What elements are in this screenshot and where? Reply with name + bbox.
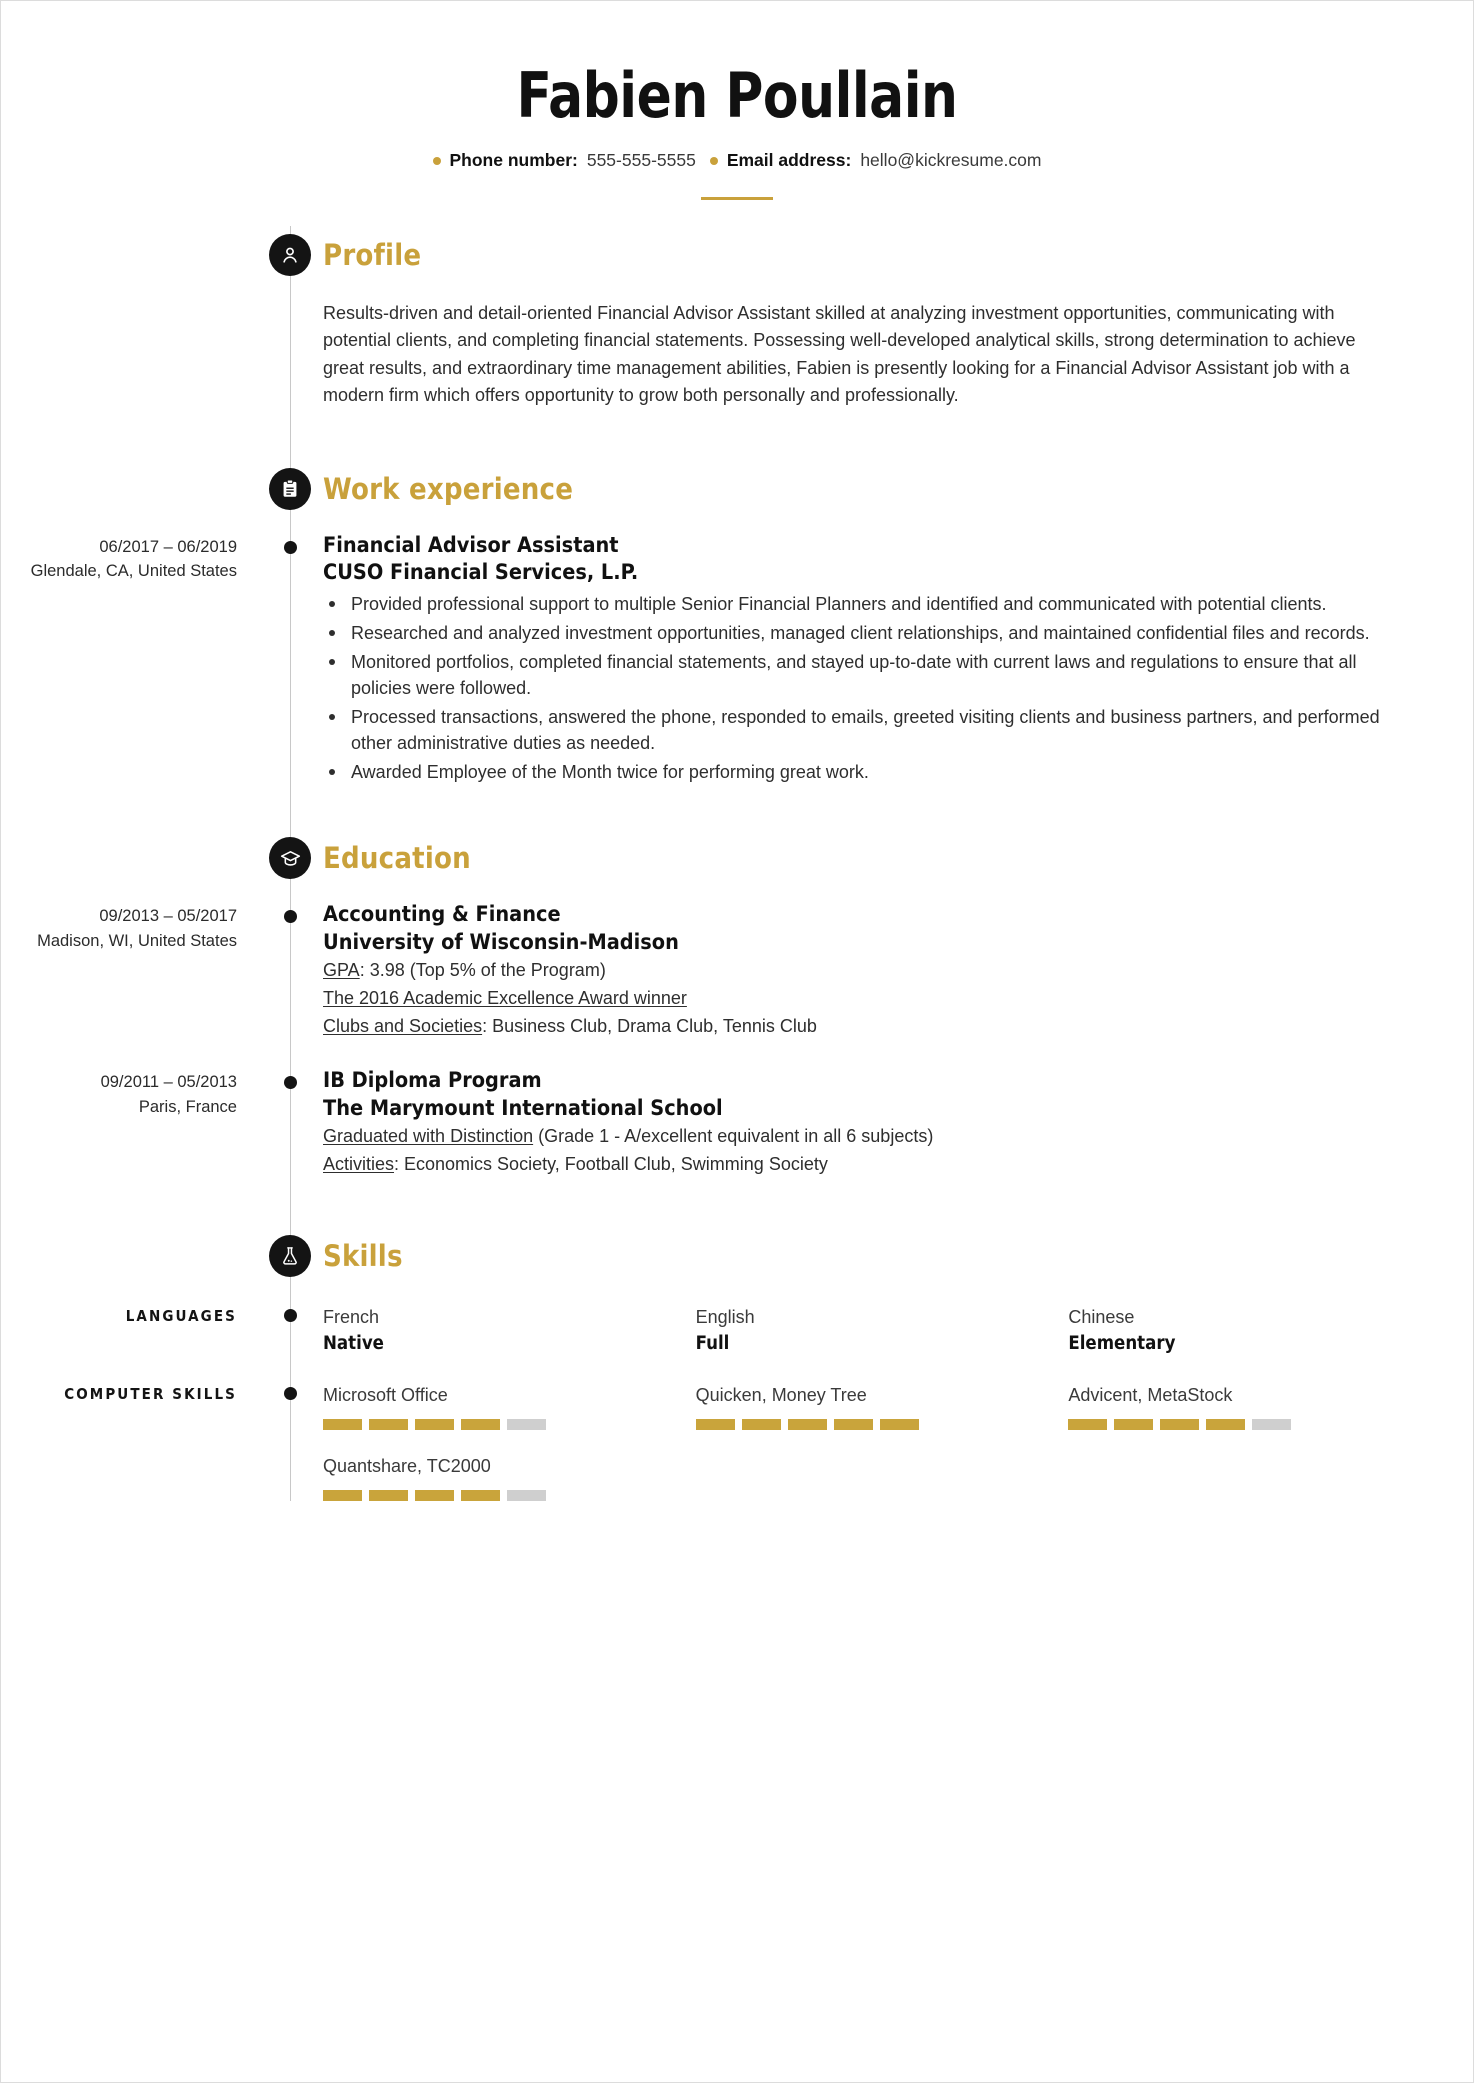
computer-skill-item <box>696 1383 1041 1430</box>
profile-section-header <box>1 226 1473 284</box>
languages-label: LANGUAGES <box>125 1307 237 1326</box>
list-item: Awarded Employee of the Month twice for performing great work. <box>323 759 1403 785</box>
computer-skills-label: COMPUTER SKILLS <box>64 1384 237 1403</box>
list-item: Provided professional support to multiple Senior Financial Planners and identified and communicated with potential clients. <box>323 591 1403 617</box>
skill-rating-bar <box>696 1419 1041 1430</box>
rating-segment-filled <box>461 1490 500 1501</box>
work-title: Work experience <box>323 471 574 506</box>
rating-segment-filled <box>1068 1419 1107 1430</box>
education-detail-value: : Economics Society, Football Club, Swimming Society <box>394 1153 828 1174</box>
language-level: Native <box>323 1332 384 1354</box>
section-profile <box>1 226 1473 409</box>
language-item <box>1068 1305 1413 1356</box>
language-item <box>323 1305 668 1356</box>
bullet-dot-icon <box>710 157 718 165</box>
rating-segment-filled <box>461 1419 500 1430</box>
contact-line <box>1 150 1473 171</box>
skill-rating-bar <box>323 1419 668 1430</box>
rating-segment-filled <box>696 1419 735 1430</box>
language-name: Chinese <box>1068 1307 1135 1328</box>
rating-segment-filled <box>880 1419 919 1430</box>
rating-segment-empty <box>507 1419 546 1430</box>
header-divider <box>701 197 773 200</box>
rating-segment-filled <box>323 1490 362 1501</box>
computer-skill-name: Quantshare, TC2000 <box>323 1455 491 1476</box>
education-entry-org: University of Wisconsin-Madison <box>323 929 679 955</box>
languages-grid <box>263 1305 1473 1356</box>
section-work-experience <box>1 460 1473 786</box>
education-entry-content <box>263 901 1473 1039</box>
flask-icon <box>269 1235 311 1277</box>
work-entry <box>1 532 1473 786</box>
bullet-dot-icon <box>433 157 441 165</box>
rating-segment-filled <box>834 1419 873 1430</box>
rating-segment-filled <box>323 1419 362 1430</box>
work-entry-org: CUSO Financial Services, L.P. <box>323 560 639 586</box>
rating-segment-filled <box>1206 1419 1245 1430</box>
education-detail-value: (Grade 1 - A/excellent equivalent in all 6 subjects) <box>533 1126 934 1147</box>
candidate-name: Fabien Poullain <box>516 59 958 132</box>
education-entry-meta <box>1 1067 263 1177</box>
education-detail-label: Graduated with Distinction <box>323 1126 534 1147</box>
list-item: Monitored portfolios, completed financial statements, and stayed up-to-date with current laws and regulations to ensure that all policies were followed. <box>323 649 1403 701</box>
computer-skill-item <box>323 1454 668 1501</box>
resume-body <box>1 226 1473 1501</box>
education-entry-place: Paris, France <box>138 1097 237 1116</box>
education-entry-title: Accounting & Finance <box>323 902 561 928</box>
education-entry-org: The Marymount International School <box>323 1095 723 1121</box>
section-education <box>1 829 1473 1177</box>
education-detail <box>323 1013 1403 1040</box>
education-detail <box>323 1123 1403 1150</box>
education-entry <box>1 901 1473 1039</box>
rating-segment-empty <box>507 1490 546 1501</box>
education-detail-label: GPA <box>323 960 360 981</box>
education-detail-label: Clubs and Societies <box>323 1015 483 1036</box>
education-detail-value: : 3.98 (Top 5% of the Program) <box>359 960 606 981</box>
skills-languages-block <box>1 1305 1473 1356</box>
work-entry-bullets <box>323 591 1403 786</box>
language-name: English <box>695 1307 755 1328</box>
education-section-header <box>1 829 1473 887</box>
rating-segment-filled <box>1160 1419 1199 1430</box>
graduation-cap-icon <box>269 837 311 879</box>
person-icon <box>269 234 311 276</box>
phone-label: Phone number: <box>449 150 578 171</box>
language-level: Elementary <box>1068 1332 1176 1354</box>
rating-segment-empty <box>1252 1419 1291 1430</box>
clipboard-icon <box>269 468 311 510</box>
resume-header <box>1 1 1473 200</box>
language-item <box>696 1305 1041 1356</box>
education-detail-label: Activities <box>323 1153 395 1174</box>
section-skills <box>1 1227 1473 1501</box>
timeline-marker <box>284 541 297 554</box>
rating-segment-filled <box>415 1490 454 1501</box>
work-section-header <box>1 460 1473 518</box>
computer-skill-item <box>1068 1383 1413 1430</box>
education-entry-meta <box>1 901 263 1039</box>
education-entry-date: 09/2013 – 05/2017 <box>99 907 237 926</box>
education-entry-date: 09/2011 – 05/2013 <box>100 1073 237 1092</box>
rating-segment-filled <box>415 1419 454 1430</box>
education-detail <box>323 1151 1403 1178</box>
email-label: Email address: <box>726 150 852 171</box>
education-entry-content <box>263 1067 1473 1177</box>
list-item: Researched and analyzed investment opportunities, managed client relationships, and maintained confidential files and records. <box>323 620 1403 646</box>
computer-skill-name: Advicent, MetaStock <box>1068 1384 1233 1405</box>
education-title: Education <box>323 841 471 876</box>
rating-segment-filled <box>1114 1419 1153 1430</box>
skill-rating-bar <box>1068 1419 1413 1430</box>
rating-segment-filled <box>369 1490 408 1501</box>
education-detail <box>323 957 1403 984</box>
skills-computer-block <box>1 1383 1473 1502</box>
email-value[interactable]: hello@kickresume.com <box>860 150 1042 171</box>
computer-skill-name: Microsoft Office <box>323 1384 448 1405</box>
rating-segment-filled <box>742 1419 781 1430</box>
education-detail-label: The 2016 Academic Excellence Award winner <box>323 987 687 1008</box>
rating-segment-filled <box>369 1419 408 1430</box>
computer-skills-grid <box>263 1383 1473 1502</box>
education-entry-place: Madison, WI, United States <box>37 931 237 950</box>
education-detail <box>323 985 1403 1012</box>
language-name: French <box>323 1307 380 1328</box>
skill-rating-bar <box>323 1490 668 1501</box>
rating-segment-filled <box>788 1419 827 1430</box>
work-entry-meta <box>1 532 263 786</box>
phone-value[interactable]: 555-555-5555 <box>586 150 696 171</box>
list-item: Processed transactions, answered the phone, responded to emails, greeted visiting clients and business partners, and performed other administrative duties as needed. <box>323 704 1403 756</box>
timeline-marker <box>284 1387 297 1400</box>
education-entry-title: IB Diploma Program <box>323 1068 542 1094</box>
computer-skill-name: Quicken, Money Tree <box>695 1384 867 1405</box>
education-entry <box>1 1067 1473 1177</box>
work-entry-title: Financial Advisor Assistant <box>323 532 619 558</box>
work-entry-content <box>263 532 1473 786</box>
profile-text: Results-driven and detail-oriented Financial Advisor Assistant skilled at analyzing investment opportunities, communicating with potential clients, and completing financial statements. Possessing well-developed analytical skills, strong determination to achieve great results, and extraordinary time management abilities, Fabien is presently looking for a Financial Advisor Assistant job with a modern firm which offers opportunity to grow both personally and professionally. <box>323 303 1356 406</box>
computer-skill-item <box>323 1383 668 1430</box>
work-entry-date: 06/2017 – 06/2019 <box>99 537 237 556</box>
education-detail-value: : Business Club, Drama Club, Tennis Club <box>482 1015 817 1036</box>
profile-title: Profile <box>323 238 422 273</box>
skills-section-header <box>1 1227 1473 1285</box>
work-entry-place: Glendale, CA, United States <box>30 562 237 581</box>
skills-title: Skills <box>323 1239 403 1274</box>
language-level: Full <box>695 1332 730 1354</box>
